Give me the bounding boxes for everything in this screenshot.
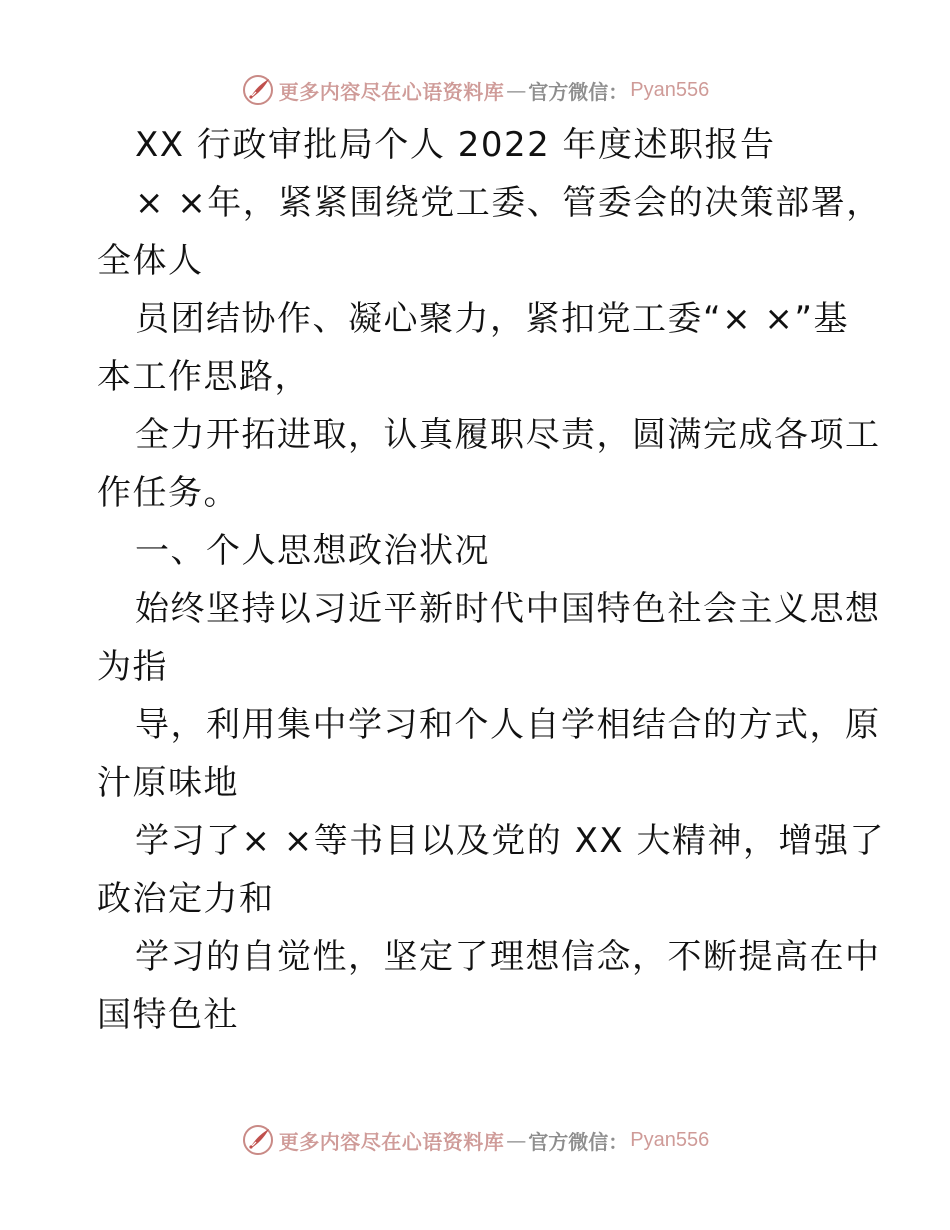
header-watermark-banner [0, 68, 950, 112]
body-line-11: 汁原味地 [97, 763, 239, 803]
banner-separator: — [506, 78, 527, 102]
banner-wechat-id: Pyan556 [630, 78, 710, 101]
body-line-1: × ×年，紧紧围绕党工委、管委会的决策部署， [135, 183, 882, 223]
banner-separator: — [506, 1128, 527, 1152]
body-line-14: 学习的自觉性，坚定了理想信念，不断提高在中 [135, 937, 881, 977]
body-line-4: 本工作思路， [97, 357, 310, 397]
quill-pen-logo-icon [241, 73, 275, 107]
body-line-9: 为指 [97, 647, 168, 687]
body-line-10: 导，利用集中学习和个人自学相结合的方式，原 [135, 705, 881, 745]
quill-pen-logo-icon [241, 1123, 275, 1157]
body-line-6: 作任务。 [97, 473, 239, 513]
banner-main-text: 更多内容尽在心语资料库 [278, 79, 505, 104]
body-line-3: 员团结协作、凝心聚力，紧扣党工委“× ×”基 [135, 299, 850, 339]
body-line-5: 全力开拓进取，认真履职尽责，圆满完成各项工 [135, 415, 881, 455]
banner-wechat-id: Pyan556 [630, 1128, 710, 1151]
body-line-15: 国特色社 [97, 995, 239, 1035]
footer-watermark-banner [0, 1118, 950, 1162]
document-title: XX 行政审批局个人 2022 年度述职报告 [135, 125, 776, 165]
body-line-8: 始终坚持以习近平新时代中国特色社会主义思想 [135, 589, 881, 629]
banner-main-text: 更多内容尽在心语资料库 [278, 1129, 505, 1154]
body-line-12: 学习了× ×等书目以及党的 XX 大精神，增强了 [135, 821, 885, 861]
banner-wechat-label: 官方微信： [528, 1129, 629, 1154]
banner-wechat-label: 官方微信： [528, 79, 629, 104]
body-line-13: 政治定力和 [97, 879, 275, 919]
body-line-2: 全体人 [97, 241, 204, 281]
section-heading-1: 一、个人思想政治状况 [135, 531, 490, 571]
